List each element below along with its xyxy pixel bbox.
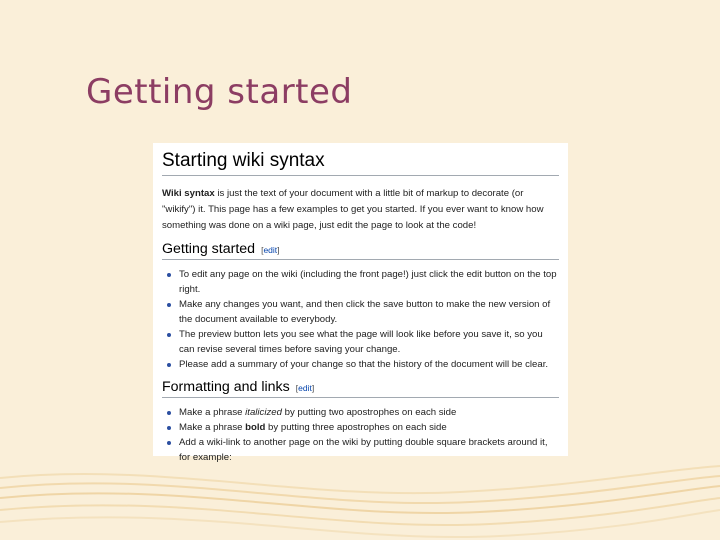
wiki-content bbox=[153, 143, 568, 465]
list-item: To edit any page on the wiki (including the front page!) just click the edit button on the top right. bbox=[162, 267, 559, 297]
list-item bbox=[162, 420, 559, 435]
section-title: Getting started bbox=[162, 241, 256, 257]
item-text: Make a phrase bbox=[179, 422, 246, 433]
intro-text: is just the text of your document with a little bit of markup to decorate (or "wikify") it. This page has a few examples to get you started. If you ever want to know how something was done on a wiki page, just edit the page to look at the code! bbox=[162, 188, 544, 231]
bold-example: bold bbox=[245, 422, 266, 433]
list-item: Add a wiki-link to another page on the wiki by putting double square brackets around it, for example: bbox=[162, 435, 559, 465]
section-heading-getting-started bbox=[162, 241, 559, 260]
edit-bracket-close: ] bbox=[277, 245, 280, 255]
edit-link[interactable]: edit bbox=[263, 245, 278, 255]
slide-title: Getting started bbox=[86, 72, 353, 112]
edit-bracket-close: ] bbox=[311, 383, 315, 393]
item-text: Make a phrase bbox=[179, 407, 246, 418]
intro-bold: Wiki syntax bbox=[162, 188, 215, 199]
edit-section-link bbox=[261, 245, 279, 255]
getting-started-list bbox=[162, 267, 559, 372]
edit-bracket-open: [ bbox=[261, 245, 264, 255]
edit-bracket-open: [ bbox=[295, 383, 299, 393]
list-item bbox=[162, 405, 559, 420]
section-heading-formatting-and-links bbox=[162, 379, 559, 398]
list-item: Make any changes you want, and then click the save button to make the new version of the document available to everybody. bbox=[162, 297, 559, 327]
section-title: Formatting and links bbox=[162, 379, 290, 395]
edit-section-link bbox=[296, 383, 314, 393]
wiki-screenshot bbox=[153, 143, 568, 463]
italic-example: italicized bbox=[245, 407, 282, 418]
list-item: The preview button lets you see what the page will look like before you save it, so you can revise several times before saving your change. bbox=[162, 327, 559, 357]
wiki-intro bbox=[162, 186, 559, 234]
decorative-waves bbox=[0, 440, 720, 540]
item-text: by putting two apostrophes on each side bbox=[281, 407, 457, 418]
list-item: Please add a summary of your change so that the history of the document will be clear. bbox=[162, 357, 559, 372]
edit-link[interactable]: edit bbox=[298, 383, 312, 393]
item-text: by putting three apostrophes on each side bbox=[265, 422, 447, 433]
wiki-page-title: Starting wiki syntax bbox=[162, 149, 559, 176]
